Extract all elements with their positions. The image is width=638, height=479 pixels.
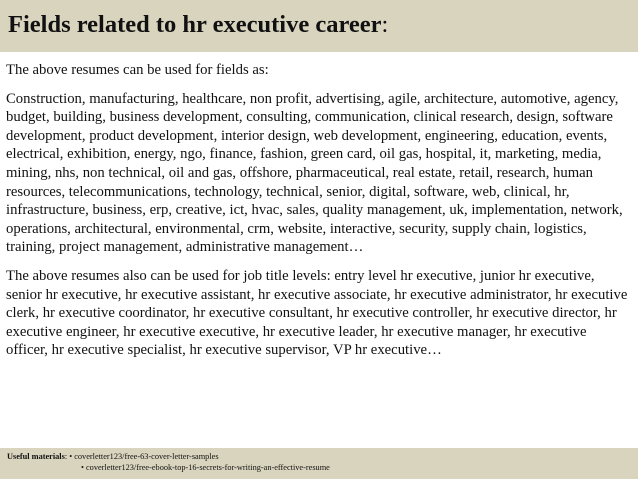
fields-paragraph: Construction, manufacturing, healthcare, non profit, advertising, agile, architecture, automotive, agency, budget, building, business development, consulting, communication, clinical research, design, software development, product development, interior design, web development, engineering, education, events, electrical, exhibition, energy, ngo, finance, fashion, green card, oil gas, hospital, it, marketing, media, mining, nhs, non technical, oil and gas, offshore, pharmaceutical, real estate, retail, research, human resources, telecommunications, technology, technical, senior, digital, software, web, clinical, hr, infrastructure, business, erp, creative, ict, hvac, sales, quality management, uk, implementation, network, operations, architectural, environmental, crm, website, interactive, security, supply chain, logistics, training, project management, administrative management… — [6, 90, 623, 256]
page-title-colon: : — [381, 11, 389, 38]
footer-row-1 — [7, 451, 638, 462]
footer-label: Useful materials — [7, 452, 65, 461]
footer — [0, 448, 638, 479]
footer-link-resume-ebook[interactable]: coverletter123/free-ebook-top-16-secrets-for-writing-an-effective-resume — [85, 463, 330, 472]
intro-text: The above resumes can be used for fields as: — [6, 62, 269, 78]
footer-row-2 — [7, 462, 638, 473]
footer-separator: : — [64, 452, 70, 461]
main-content — [6, 61, 632, 370]
page-title-text: Fields related to hr executive career — [8, 11, 382, 38]
footer-bullet: • — [69, 452, 75, 461]
footer-link-cover-letter-samples[interactable]: coverletter123/free-63-cover-letter-samples — [74, 452, 219, 461]
job-levels-paragraph: The above resumes also can be used for job title levels: entry level hr executive, junior hr executive, senior hr executive, hr executive assistant, hr executive associate, hr executive administrator, hr executive clerk, hr executive coordinator, hr executive consultant, hr executive controller, hr executive director, hr executive engineer, hr executive executive, hr executive leader, hr executive manager, hr executive officer, hr executive specialist, hr executive supervisor, VP hr executive… — [6, 267, 628, 359]
footer-bullet: • — [81, 463, 86, 472]
page-title — [8, 10, 638, 40]
title-bar — [0, 0, 638, 52]
